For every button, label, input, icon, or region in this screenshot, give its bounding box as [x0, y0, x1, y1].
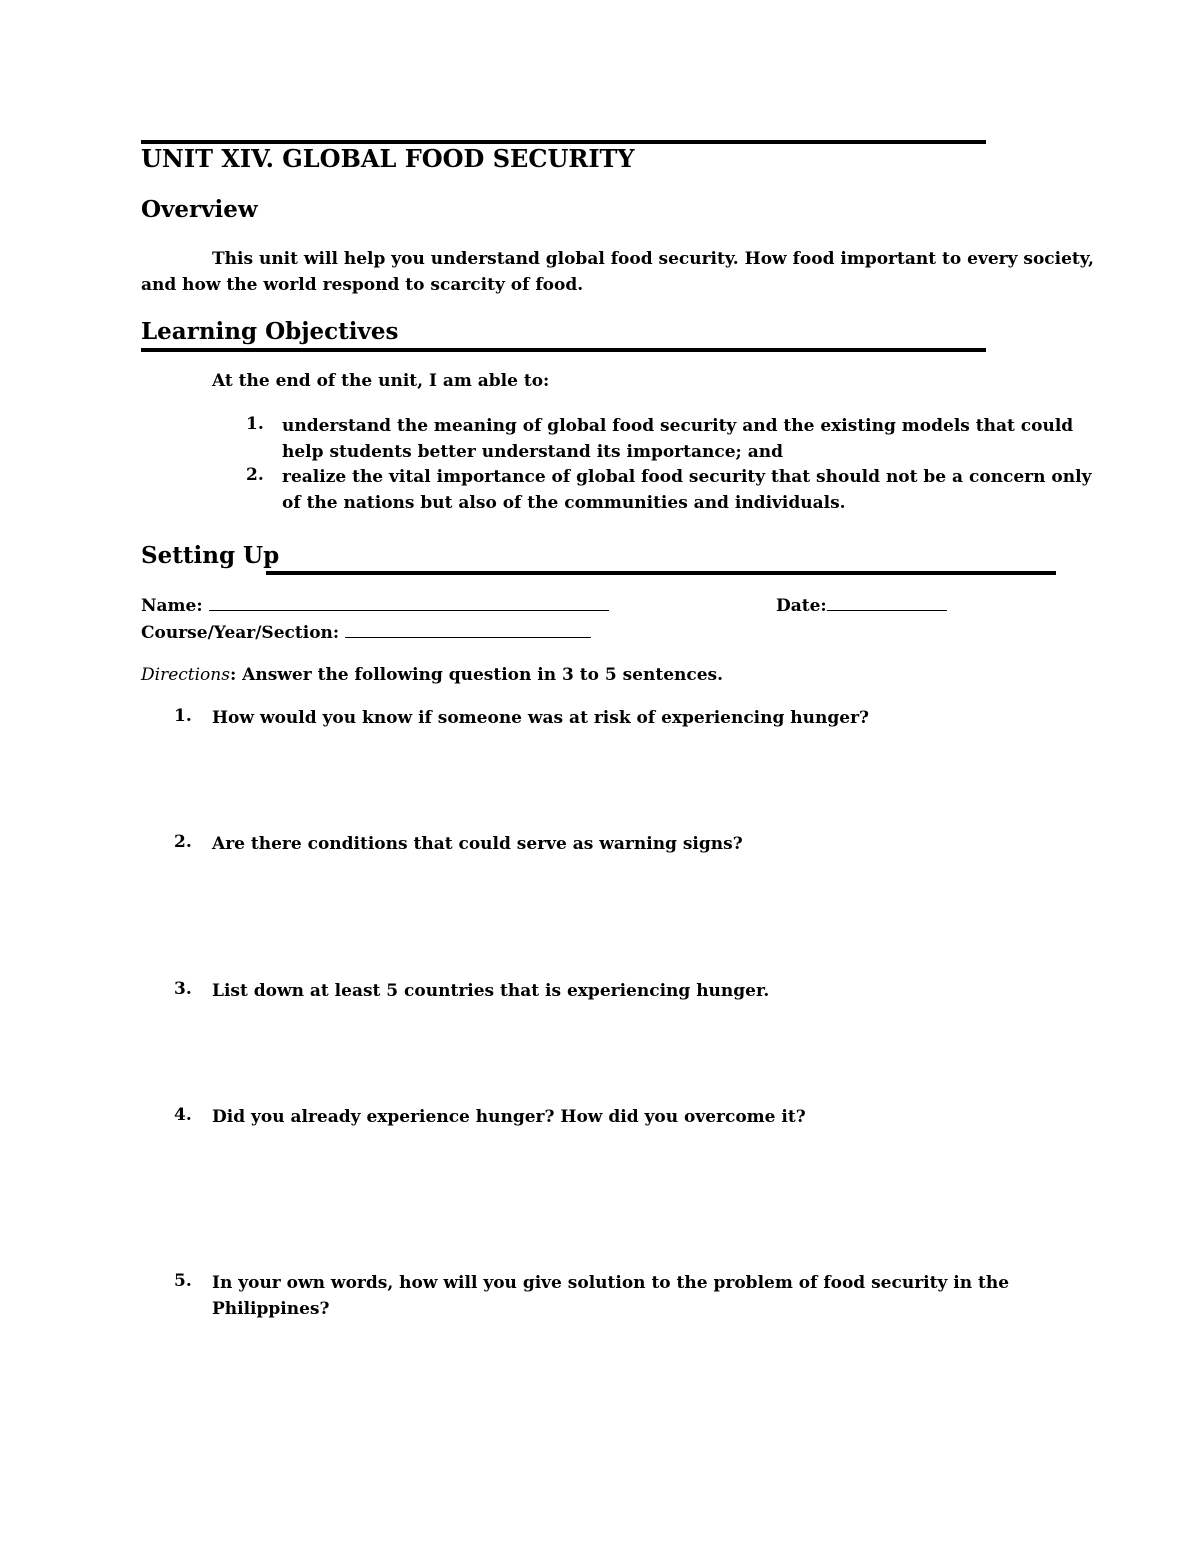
question-3-text: List down at least 5 countries that is experiencing hunger.	[212, 981, 770, 1001]
date-field-row	[776, 592, 947, 619]
name-field-row	[141, 592, 609, 619]
objective-number: 1.	[246, 414, 264, 434]
objective-1-line-2: help students better understand its importance; and	[282, 442, 783, 462]
question-number: 5.	[174, 1271, 192, 1291]
directions-text: : Answer the following question in 3 to 5 sentences.	[229, 665, 724, 685]
date-blank-line[interactable]	[827, 592, 947, 611]
overview-heading: Overview	[141, 196, 258, 223]
question-number: 1.	[174, 706, 192, 726]
question-5-line-2: Philippines?	[212, 1299, 330, 1319]
question-1-text: How would you know if someone was at risk of experiencing hunger?	[212, 708, 870, 728]
question-4-text: Did you already experience hunger? How did you overcome it?	[212, 1107, 806, 1127]
objectives-rule	[141, 348, 986, 352]
overview-line-1: This unit will help you understand global food security. How food important to every society,	[212, 249, 1094, 269]
question-number: 2.	[174, 832, 192, 852]
setup-heading: Setting Up	[141, 542, 280, 569]
overview-line-2: and how the world respond to scarcity of food.	[141, 275, 584, 295]
name-label: Name:	[141, 596, 209, 616]
course-label: Course/Year/Section:	[141, 623, 346, 643]
objectives-intro: At the end of the unit, I am able to:	[212, 371, 550, 391]
date-label: Date:	[776, 596, 827, 616]
question-2-text: Are there conditions that could serve as warning signs?	[212, 834, 743, 854]
directions-row	[141, 662, 723, 688]
course-field-row	[141, 619, 591, 646]
setup-rule	[266, 571, 1056, 575]
unit-title: UNIT XIV. GLOBAL FOOD SECURITY	[141, 144, 635, 173]
objective-1-line-1: understand the meaning of global food security and the existing models that could	[282, 416, 1074, 436]
question-number: 3.	[174, 979, 192, 999]
question-5-line-1: In your own words, how will you give solution to the problem of food security in the	[212, 1273, 1010, 1293]
objectives-heading: Learning Objectives	[141, 318, 399, 345]
name-blank-line[interactable]	[209, 592, 609, 611]
objective-number: 2.	[246, 465, 264, 485]
directions-label: Directions	[141, 665, 230, 685]
objective-2-line-1: realize the vital importance of global food security that should not be a concern only	[282, 467, 1092, 487]
course-blank-line[interactable]	[345, 619, 591, 638]
objective-2-line-2: of the nations but also of the communities and individuals.	[282, 493, 846, 513]
question-number: 4.	[174, 1105, 192, 1125]
